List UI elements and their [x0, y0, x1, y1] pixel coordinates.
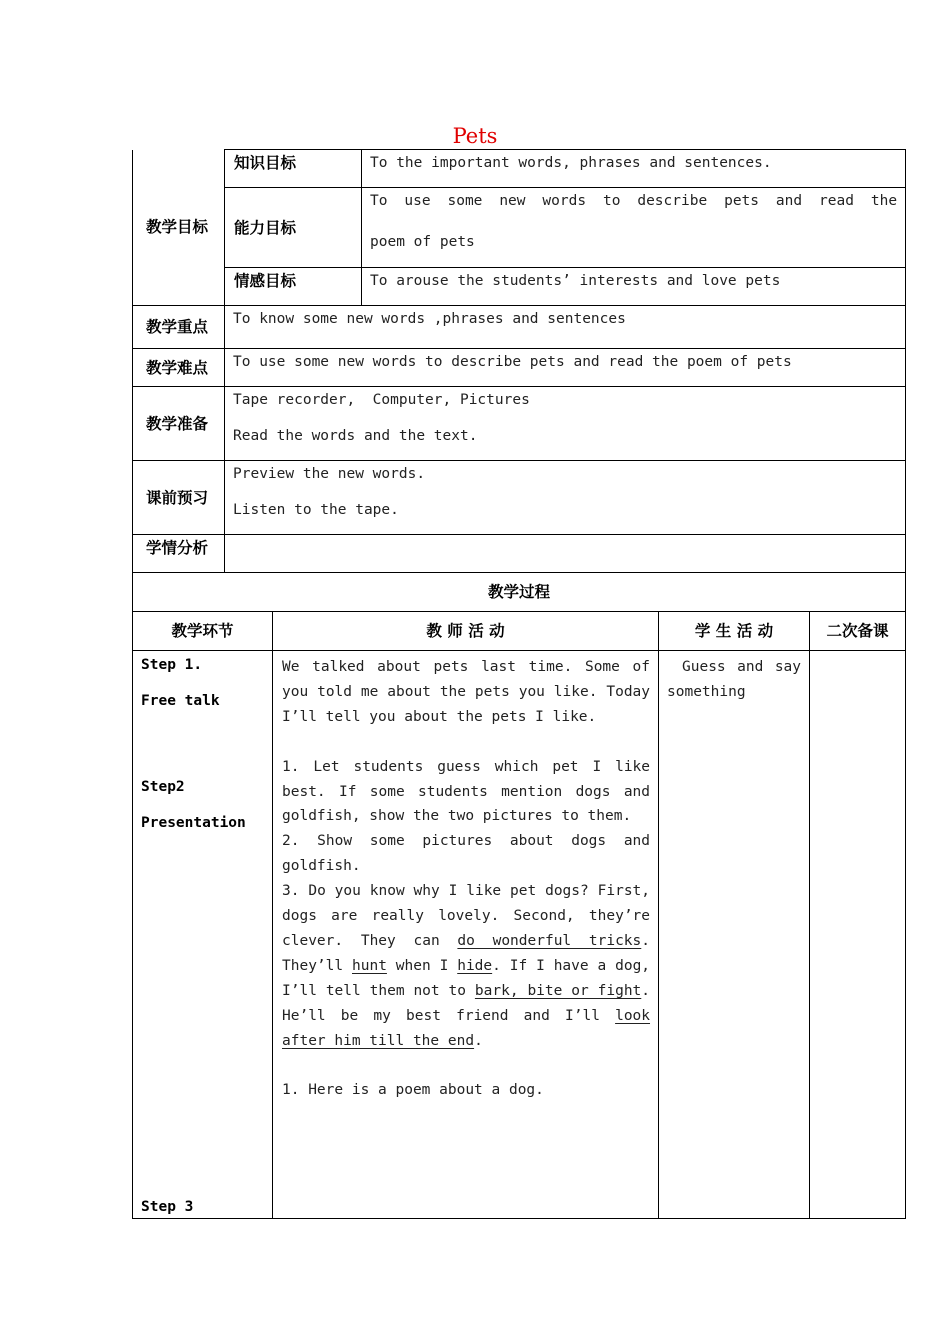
document-title: Pets — [452, 124, 498, 148]
lesson-plan-table — [132, 149, 906, 1219]
preparation-line1: Tape recorder, Computer, Pictures — [233, 392, 530, 408]
phrase-bark-bite-fight: bark, bite or fight — [474, 982, 642, 999]
step2-name: Presentation — [141, 815, 246, 831]
notes-column — [810, 651, 906, 1219]
header-step: 教学环节 — [133, 612, 273, 651]
word-hide: hide — [457, 957, 493, 974]
preparation-label: 教学准备 — [133, 387, 225, 461]
difficulties-label: 教学难点 — [133, 349, 225, 387]
teacher-paragraph-5: 1. Here is a poem about a dog. — [282, 1082, 544, 1099]
preview-label: 课前预习 — [133, 461, 225, 535]
preview-line1: Preview the new words. — [233, 466, 426, 482]
emotion-goal-text: To arouse the students’ interests and love pets — [362, 268, 906, 306]
student-activities — [659, 651, 810, 1219]
header-teacher: 教 师 活 动 — [273, 612, 659, 651]
step3-label: Step 3 — [141, 1199, 194, 1215]
objectives-label: 教学目标 — [133, 150, 225, 306]
key-points-text: To know some new words ,phrases and sentences — [225, 306, 906, 349]
preview-line2: Listen to the tape. — [233, 502, 399, 518]
preparation-line2: Read the words and the text. — [233, 428, 478, 444]
knowledge-goal-text: To the important words, phrases and sentences. — [362, 150, 906, 188]
step2-label: Step2 — [141, 779, 185, 795]
preview-text — [225, 461, 906, 535]
ability-goal-line1: To use some new words to describe pets and read the — [370, 193, 898, 209]
analysis-label: 学情分析 — [133, 535, 225, 573]
student-text: Guess and say something — [667, 659, 802, 700]
teacher-paragraph-1: We talked about pets last time. Some of you told me about the pets you like. Today I’ll tell you about the pets I like. — [282, 659, 651, 725]
teacher-activities — [273, 651, 659, 1219]
difficulties-text: To use some new words to describe pets and read the poem of pets — [225, 349, 906, 387]
ability-goal-label: 能力目标 — [225, 188, 362, 268]
key-points-label: 教学重点 — [133, 306, 225, 349]
header-student: 学 生 活 动 — [659, 612, 810, 651]
teacher-paragraph-3: 2. Show some pictures about dogs and goldfish. — [282, 833, 651, 875]
emotion-goal-label: 情感目标 — [225, 268, 362, 306]
teacher-paragraph-4: 3. Do you know why I like pet dogs? First, dogs are really lovely. Second, they’re clever. They can do wonderful tricks. They’ll hunt when I hide. If I have a dog, I’ll tell them not to bark, bite or fight. He’ll be my best friend and I’ll look after him till the end. — [282, 883, 651, 1049]
steps-column — [133, 651, 273, 1219]
phrase-look-after: look after him till the end — [282, 1007, 651, 1049]
step1-name: Free talk — [141, 693, 220, 709]
phrase-tricks: do wonderful tricks — [457, 932, 642, 949]
preparation-text — [225, 387, 906, 461]
analysis-text — [225, 535, 906, 573]
ability-goal-text — [362, 188, 906, 268]
ability-goal-line2: poem of pets — [370, 234, 475, 250]
step1-label: Step 1. — [141, 657, 203, 673]
teacher-paragraph-2: 1. Let students guess which pet I like best. If some students mention dogs and goldfish, show the two pictures to them. — [282, 758, 651, 825]
knowledge-goal-label: 知识目标 — [225, 150, 362, 188]
word-hunt: hunt — [352, 957, 387, 974]
header-notes: 二次备课 — [810, 612, 906, 651]
process-title: 教学过程 — [133, 573, 906, 612]
